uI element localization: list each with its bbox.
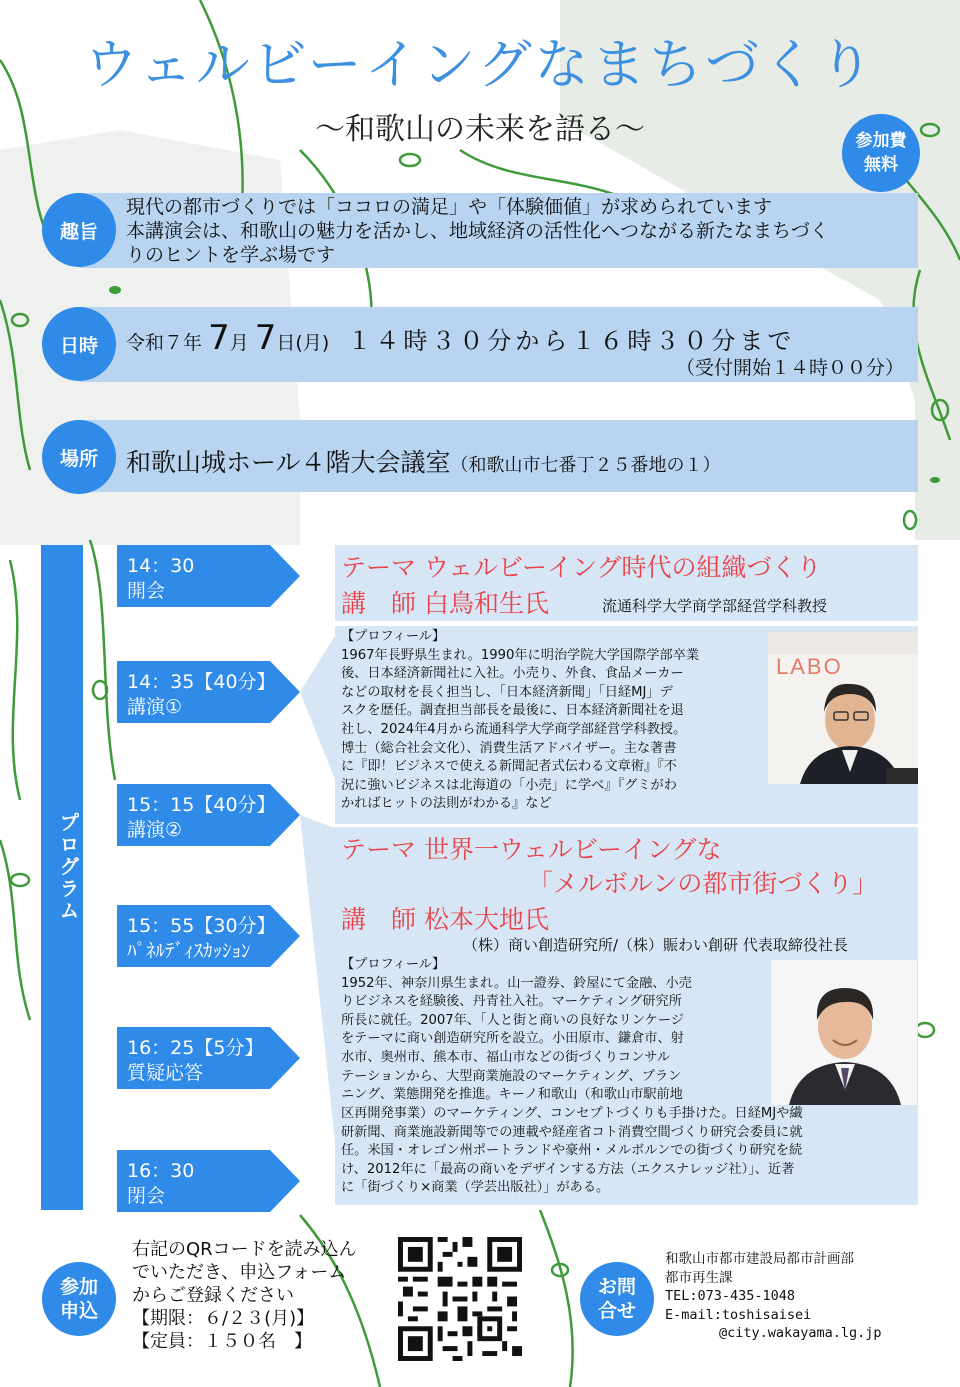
datetime-reception: （受付開始１４時００分） <box>676 357 905 379</box>
datetime-time: １４時３０分から１６時３０分まで <box>347 327 796 355</box>
slot-time: 16：25【5分】 <box>127 1037 264 1059</box>
slot-time: 14：30 <box>127 555 195 577</box>
venue-address: （和歌山市七番丁２５番地の１） <box>450 455 721 476</box>
contact-section: 都市再生課 <box>665 1269 733 1286</box>
profile-line: 区再開発事業）のマーケティング、コンセプトづくりも手掛けた。日経MJや繊 <box>341 1106 803 1121</box>
purpose-line: 本講演会は、和歌山の魅力を活かし、地域経済の活性化へつながる新たなまちづく <box>126 220 829 242</box>
lecture1-photo-sign: LABO <box>776 654 843 679</box>
profile-line: をテーマに商い創造研究所を設立。小田原市、鎌倉市、射 <box>341 1031 684 1047</box>
profile-line: 1952年、神奈川県生まれ。山一證券、鈴屋にて金融、小売 <box>341 975 692 991</box>
page-subtitle: ～和歌山の未来を語る～ <box>315 112 645 147</box>
profile-line: に『即！ビジネスで使える新聞記者式伝わる文章術』『不 <box>341 759 677 775</box>
profile-line: 社し、2024年4月から流通科学大学商学部経営学科教授。 <box>341 721 687 737</box>
profile-heading: 【プロフィール】 <box>341 629 446 644</box>
profile-heading: 【プロフィール】 <box>341 957 446 972</box>
fee-badge-line1: 参加費 <box>855 131 907 151</box>
profile-line: 研新聞、商業施設新聞等での連載や経産省コト消費空間づくり研究会委員に就 <box>341 1124 803 1140</box>
profile-line: 任。米国・オレゴン州ポートランドや豪州・メルボルンでの街づくり研究を続 <box>341 1143 803 1159</box>
apply-line: からご登録ください <box>132 1285 294 1306</box>
profile-line: テーションから、大型商業施設のマーケティング、プラン <box>341 1068 682 1084</box>
speaker2-portrait-icon <box>771 960 917 1105</box>
contact-email[interactable]: E-mail:toshisaisei <box>665 1306 812 1323</box>
lecture1-theme: テーマ ウェルビーイング時代の組織づくり <box>341 553 822 582</box>
slot-title: 開会 <box>127 580 166 602</box>
profile-line: かればヒットの法則がわかる』など <box>341 796 552 812</box>
datetime-era: 令和７年 <box>126 332 203 354</box>
slot-title: ﾊﾟﾈﾙﾃﾞｨｽｶｯｼｮﾝ <box>127 940 251 962</box>
profile-line: スクを歴任。調査担当部長を最後に、日本経済新聞社を退 <box>341 703 684 719</box>
purpose-label: 趣旨 <box>42 193 116 267</box>
lecture2-theme-line2: 「メルボルンの都市街づくり」 <box>528 869 878 898</box>
slot-title: 質疑応答 <box>127 1062 204 1084</box>
program-slot-panel <box>117 905 300 967</box>
apply-text <box>132 1238 357 1353</box>
apply-deadline: 【期限：６/２３(月)】 <box>132 1308 315 1329</box>
program-slot-lecture1 <box>117 661 300 723</box>
program-slot-opening <box>117 545 300 607</box>
lecture1-photo <box>768 632 918 784</box>
profile-line: りビジネスを経験後、丹青社入社。マーケティング研究所 <box>341 994 682 1010</box>
slot-time: 14：35【40分】 <box>127 671 276 693</box>
profile-line: などの取材を長く担当し、「日本経済新聞」「日経MJ」デ <box>341 684 673 700</box>
slot-title: 講演① <box>127 696 183 718</box>
page-title: ウェルビーイングなまちづくり <box>83 33 877 96</box>
contact-email-domain[interactable]: @city.wakayama.lg.jp <box>665 1325 882 1342</box>
apply-line: でいただき、申込フォーム <box>132 1262 347 1283</box>
profile-line: に「街づくり×商業（学芸出版社）」がある。 <box>341 1180 610 1196</box>
slot-time: 15：15【40分】 <box>127 794 276 816</box>
apply-line: 右記のQRコードを読み込ん <box>132 1239 357 1260</box>
slot-time: 15：55【30分】 <box>127 915 276 937</box>
qr-code-icon[interactable] <box>398 1237 522 1361</box>
profile-line: 後、日本経済新聞社に入社。小売り、外食、食品メーカー <box>341 666 684 682</box>
lecture1-speaker: 講 師 白鳥和生氏 <box>341 589 549 618</box>
datetime-day-unit: 日(月) <box>276 332 330 354</box>
lecture2-theme-line1: テーマ 世界一ウェルビーイングな <box>341 835 722 864</box>
profile-line: け、2012年に「最高の商いをデザインする方法（エクスナレッジ社）」、近著 <box>341 1161 795 1177</box>
contact-label <box>580 1262 654 1336</box>
lecture1-affiliation: 流通科学大学商学部経営学科教授 <box>602 597 828 615</box>
datetime-month-unit: 月 <box>229 332 249 354</box>
contact-label-line1: お問 <box>597 1276 636 1298</box>
slot-time: 16：30 <box>127 1160 195 1182</box>
lecture2-profile-narrow <box>341 956 771 1105</box>
program-slot-lecture2 <box>117 784 300 846</box>
profile-line: 所長に就任。2007年、「人と街と商いの良好なリンケージ <box>341 1012 684 1028</box>
program-slot-qa <box>117 1027 300 1089</box>
contact-dept: 和歌山市都市建設局都市計画部 <box>665 1251 854 1267</box>
profile-line: ニング、業態開発を推進。キーノ和歌山（和歌山市駅前地 <box>341 1087 683 1103</box>
lecture1-profile <box>341 628 761 814</box>
lecture2-profile-wide <box>341 1105 913 1198</box>
profile-line: 水市、奥州市、熊本市、福山市などの街づくりコンサル <box>341 1049 671 1065</box>
datetime-month: 7 <box>208 318 230 358</box>
profile-line: 1967年長野県生まれ。1990年に明治学院大学国際学部卒業 <box>341 647 700 663</box>
purpose-line: りのヒントを学ぶ場です <box>126 244 336 266</box>
profile-line: 況に強いビジネスは北海道の「小売」に学べ』『グミがわ <box>341 777 677 793</box>
lecture2-affiliation: （株）商い創造研究所/（株）賑わい創研 代表取締役社長 <box>463 936 848 954</box>
fee-badge-line2: 無料 <box>864 155 898 175</box>
contact-tel[interactable]: TEL:073-435-1048 <box>665 1288 796 1305</box>
slot-title: 講演② <box>127 819 183 841</box>
apply-label <box>42 1262 116 1336</box>
contact-text <box>665 1250 882 1343</box>
program-label: プログラム <box>56 812 80 922</box>
datetime-day: 7 <box>254 318 277 358</box>
venue-name: 和歌山城ホール４階大会議室 <box>126 448 451 477</box>
lecture2-speaker: 講 師 松本大地氏 <box>341 905 549 934</box>
datetime-label: 日時 <box>42 307 116 381</box>
venue-label: 場所 <box>42 420 116 494</box>
apply-capacity: 【定員：１５０名 】 <box>132 1331 312 1352</box>
program-slot-closing <box>117 1150 300 1212</box>
purpose-line: 現代の都市づくりでは「ココロの満足」や「体験価値」が求められています <box>126 196 773 218</box>
slot-title: 閉会 <box>127 1185 166 1207</box>
profile-line: 博士（総合社会文化）、消費生活アドバイザー。主な著書 <box>341 740 677 756</box>
lecture2-photo <box>771 960 917 1105</box>
apply-label-line1: 参加 <box>59 1276 98 1298</box>
contact-label-line2: 合せ <box>597 1300 636 1322</box>
apply-label-line2: 申込 <box>59 1300 98 1322</box>
